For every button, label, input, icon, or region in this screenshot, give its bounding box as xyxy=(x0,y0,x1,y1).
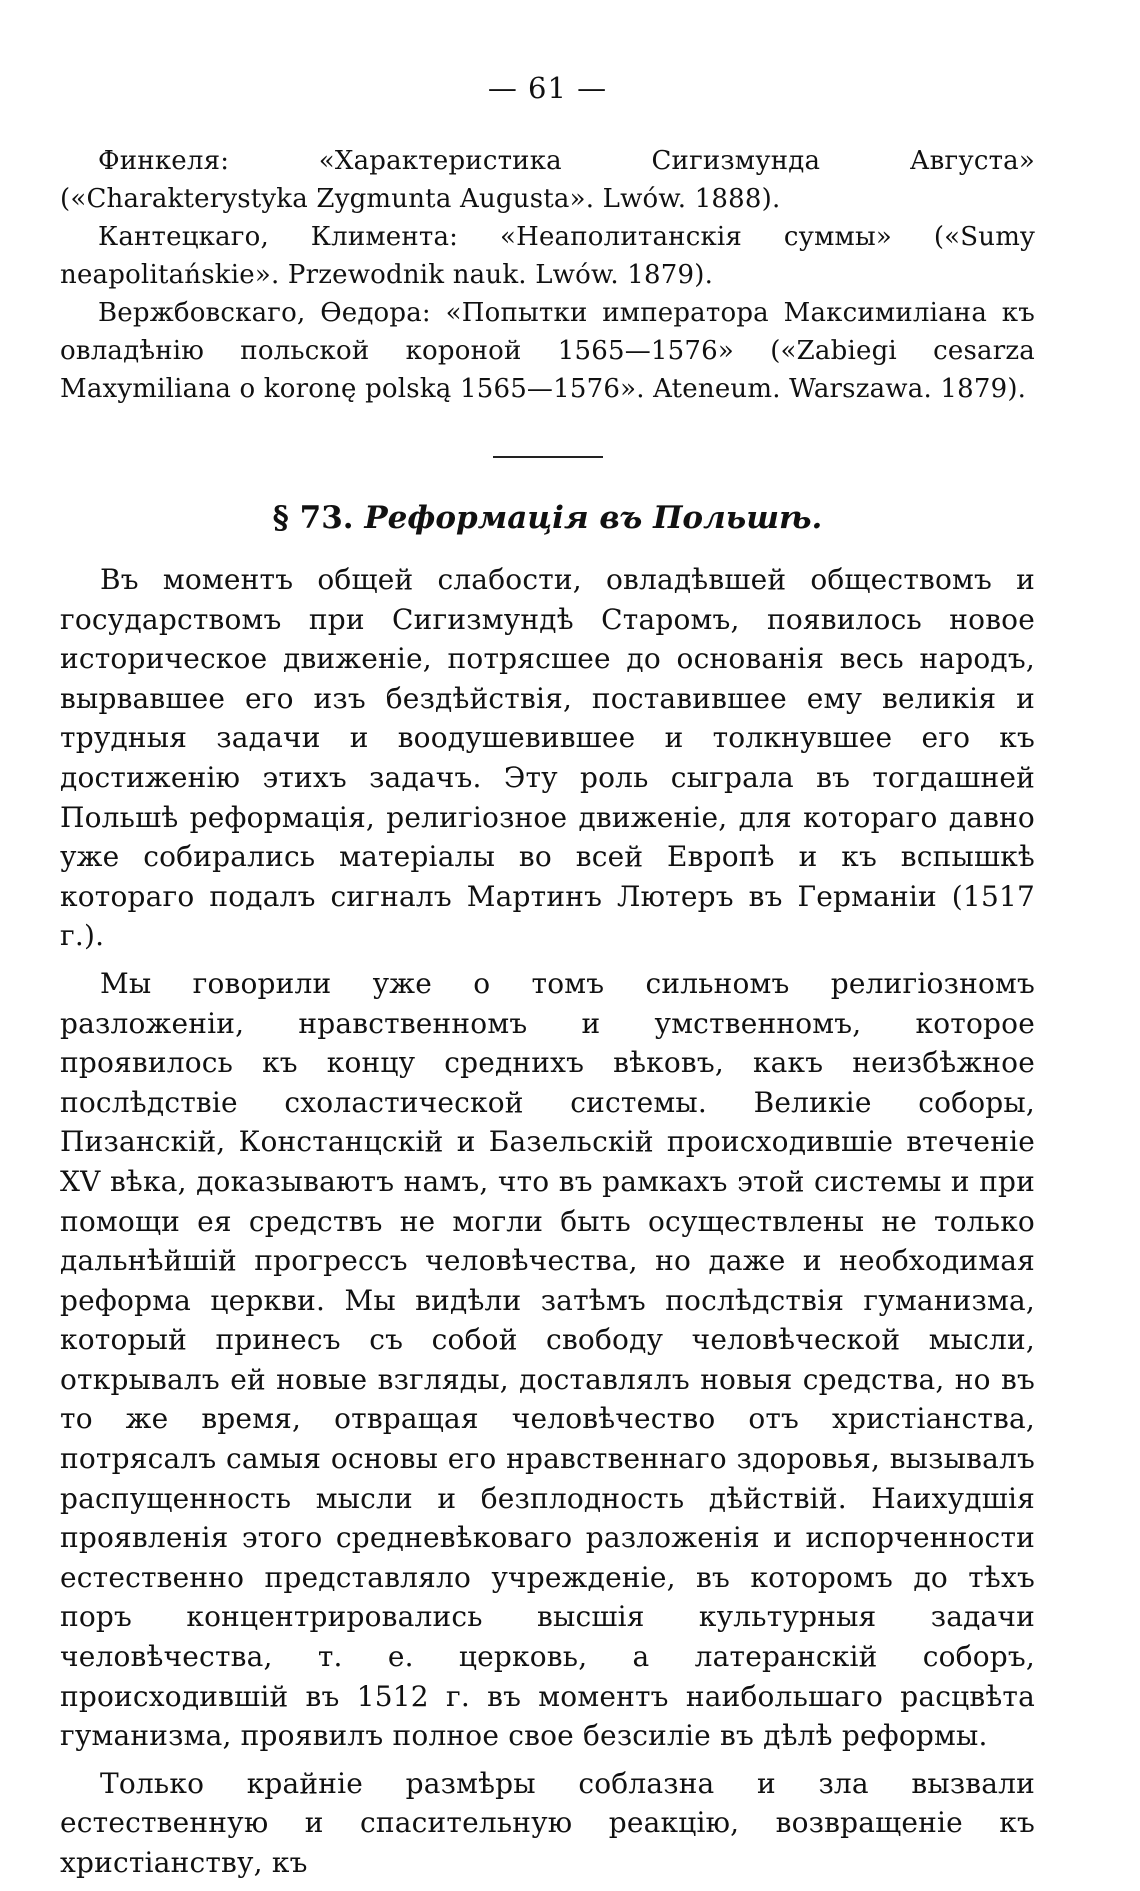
section-title: Реформація въ Польшѣ. xyxy=(364,500,823,536)
section-divider xyxy=(493,456,603,458)
body-paragraph: Только крайніе размѣры соблазна и зла вызвали естественную и спасительную реакцію, возвращеніе къ христіанству, къ xyxy=(60,1766,1035,1879)
bibliography-entry: Финкеля: «Характеристика Сигизмунда Августа» («Charakterystyka Zygmunta Augusta». Lwów. 1888). xyxy=(60,146,1035,214)
document-page xyxy=(60,70,1035,1891)
section-heading xyxy=(60,498,1035,538)
bibliography-entry: Кантецкаго, Климента: «Неаполитанскія суммы» («Sumy neapolitańskie». Przewodnik nauk. Lwów. 1879). xyxy=(60,222,1035,290)
body-paragraph: Въ моментъ общей слабости, овладѣвшей обществомъ и государствомъ при Сигизмундѣ Старомъ, появилось новое историческое движеніе, потрясшее до основанія весь народъ, вырвавшее его изъ бездѣйствія, поставившее ему великія и трудныя задачи и воодушевившее и толкнувшее его къ достиженію этихъ задачъ. Эту роль сыграла въ тогдашней Польшѣ реформація, религіозное движеніе, для котораго давно уже собирались матеріалы во всей Европѣ и къ вспышкѣ котораго подалъ сигналъ Мартинъ Лютеръ въ Германіи (1517 г.). xyxy=(60,563,1035,953)
section-number: § 73. xyxy=(272,500,354,536)
page-number: — 61 — xyxy=(487,71,608,105)
body-paragraph: Мы говорили уже о томъ сильномъ религіозномъ разложеніи, нравственномъ и умственномъ, которое проявилось къ концу среднихъ вѣковъ, какъ неизбѣжное послѣдствіе схоластической системы. Великіе соборы, Пизанскій, Констанцскій и Базельскій происходившіе втеченіе XV вѣка, доказываютъ намъ, что въ рамкахъ этой системы и при помощи ея средствъ не могли быть осуществлены не только дальнѣйшій прогрессъ человѣчества, но даже и необходимая реформа церкви. Мы видѣли затѣмъ послѣдствія гуманизма, который принесъ съ собой свободу человѣческой мысли, открывалъ ей новые взгляды, доставлялъ новыя средства, но въ то же время, отвращая человѣчество отъ христіанства, потрясалъ самыя основы его нравственнаго здоровья, вызывалъ распущенность мысли и безплодность дѣйствій. Наихудшія проявленія этого средневѣковаго разложенія и испорченности естественно представляло учрежденіе, въ которомъ до тѣхъ поръ концентрировались высшія культурныя задачи человѣчества, т. е. церковь, а латеранскій соборъ, происходившій въ 1512 г. въ моментъ наибольшаго расцвѣта гуманизма, проявилъ полное свое безсиліе въ дѣлѣ реформы. xyxy=(60,966,1035,1753)
bibliography-entry: Вержбовскаго, Өедора: «Попытки императора Максимиліана къ овладѣнію польской короной 1565—1576» («Zabiegi cesarza Maxymiliana o koronę polską 1565—1576». Ateneum. Warszawa. 1879). xyxy=(60,298,1035,404)
bibliography-list xyxy=(60,142,1035,408)
